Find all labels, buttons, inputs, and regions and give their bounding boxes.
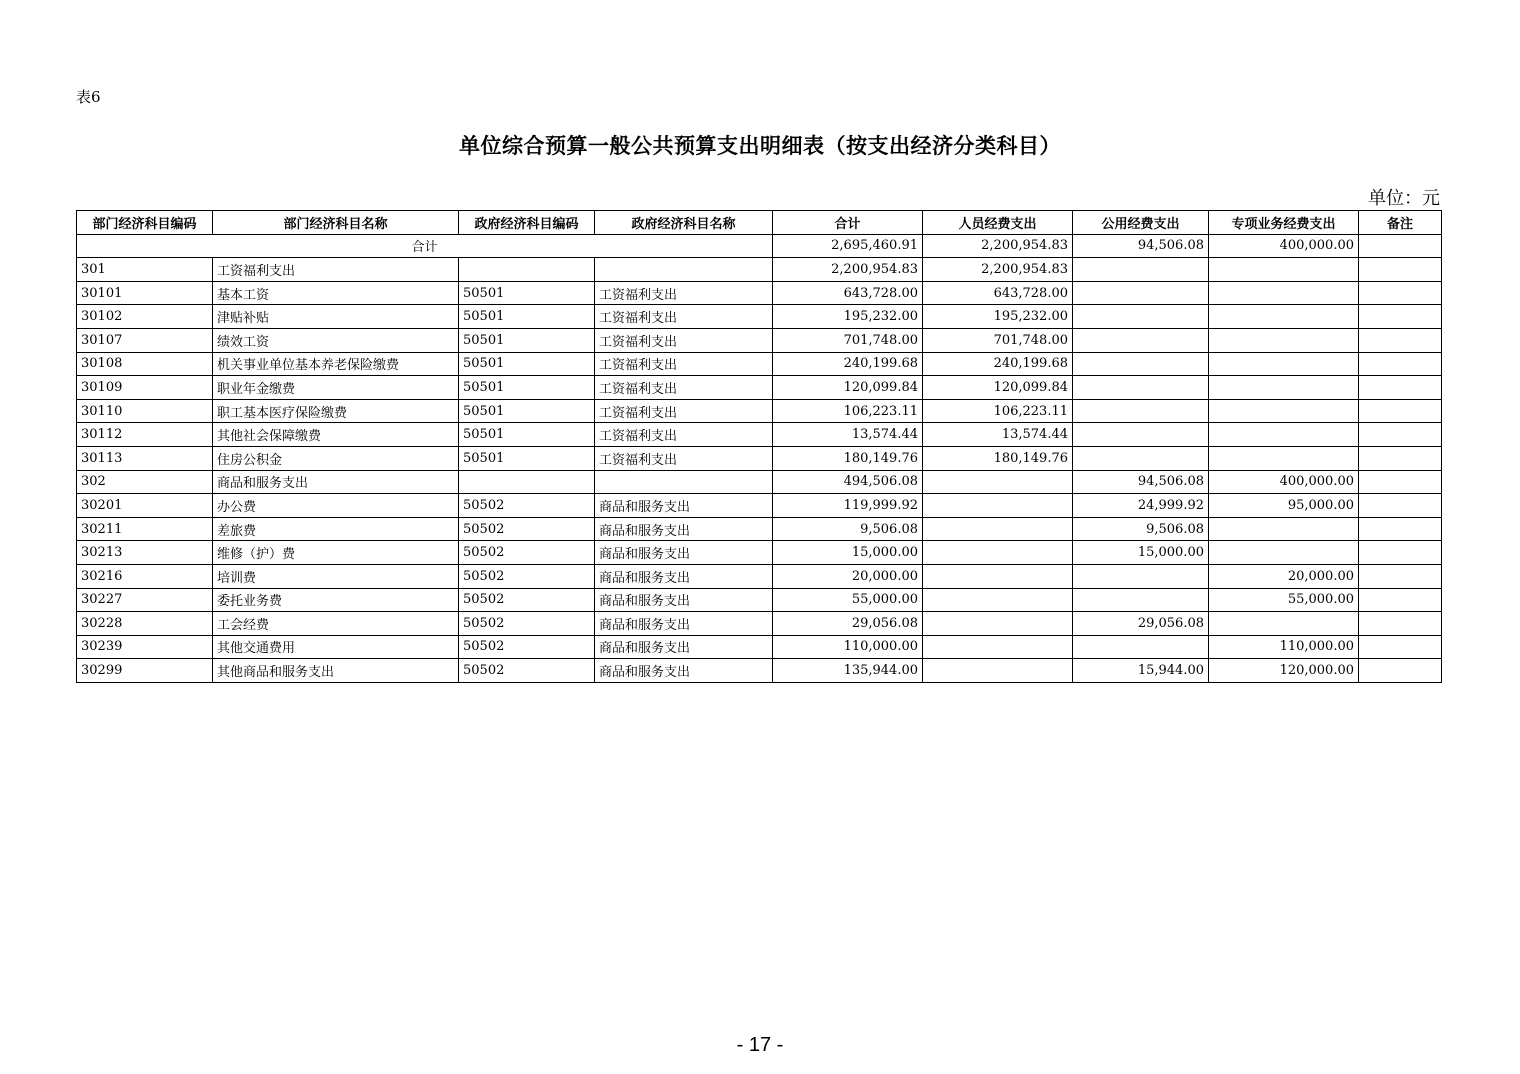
dept-name-cell: 维修（护）费 [213, 541, 459, 565]
gov-name-cell: 商品和服务支出 [595, 494, 773, 518]
total-cell: 195,232.00 [773, 305, 923, 329]
gov-name-cell: 商品和服务支出 [595, 588, 773, 612]
gov-name-cell: 商品和服务支出 [595, 612, 773, 636]
special-cell: 55,000.00 [1209, 588, 1359, 612]
gov-name-cell: 工资福利支出 [595, 446, 773, 470]
dept-name-cell: 培训费 [213, 564, 459, 588]
gov-code-cell: 50502 [459, 494, 595, 518]
table-row [77, 635, 1442, 659]
category-row [77, 470, 1442, 494]
dept-code-cell: 302 [77, 470, 213, 494]
personnel-cell [923, 588, 1073, 612]
special-cell [1209, 423, 1359, 447]
gov-name-cell: 商品和服务支出 [595, 517, 773, 541]
total-cell: 494,506.08 [773, 470, 923, 494]
header-dept-code: 部门经济科目编码 [77, 211, 213, 235]
special-cell: 400,000.00 [1209, 470, 1359, 494]
category-row [77, 258, 1442, 282]
personnel-cell: 180,149.76 [923, 446, 1073, 470]
dept-code-cell: 30227 [77, 588, 213, 612]
total-cell: 2,200,954.83 [773, 258, 923, 282]
remark-cell [1359, 399, 1442, 423]
remark-cell [1359, 659, 1442, 683]
gov-name-cell: 商品和服务支出 [595, 635, 773, 659]
table-row [77, 376, 1442, 400]
total-cell: 13,574.44 [773, 423, 923, 447]
gov-code-cell: 50502 [459, 635, 595, 659]
dept-name-cell: 住房公积金 [213, 446, 459, 470]
special-cell [1209, 281, 1359, 305]
gov-code-cell: 50502 [459, 517, 595, 541]
gov-name-cell: 商品和服务支出 [595, 564, 773, 588]
total-cell: 106,223.11 [773, 399, 923, 423]
special-cell: 95,000.00 [1209, 494, 1359, 518]
remark-cell [1359, 446, 1442, 470]
dept-code-cell: 30102 [77, 305, 213, 329]
dept-name-cell: 绩效工资 [213, 328, 459, 352]
dept-name-cell: 职业年金缴费 [213, 376, 459, 400]
unit-label: 单位：元 [1368, 188, 1440, 209]
gov-code-cell: 50501 [459, 376, 595, 400]
total-cell: 9,506.08 [773, 517, 923, 541]
table-row [77, 446, 1442, 470]
dept-code-cell: 30213 [77, 541, 213, 565]
table-row [77, 328, 1442, 352]
table-row [77, 541, 1442, 565]
gov-code-cell: 50501 [459, 446, 595, 470]
personnel-cell [923, 517, 1073, 541]
dept-name-cell: 其他商品和服务支出 [213, 659, 459, 683]
personnel-cell: 2,200,954.83 [923, 258, 1073, 282]
dept-code-cell: 30228 [77, 612, 213, 636]
dept-code-cell: 30107 [77, 328, 213, 352]
remark-cell [1359, 258, 1442, 282]
public-cell [1073, 376, 1209, 400]
public-cell [1073, 588, 1209, 612]
personnel-cell [923, 612, 1073, 636]
dept-name-cell: 工会经费 [213, 612, 459, 636]
header-gov-name: 政府经济科目名称 [595, 211, 773, 235]
gov-name-cell [595, 470, 773, 494]
header-dept-name: 部门经济科目名称 [213, 211, 459, 235]
remark-cell [1359, 494, 1442, 518]
page-number: - 17 - [736, 1034, 784, 1056]
public-cell: 9,506.08 [1073, 517, 1209, 541]
gov-name-cell: 工资福利支出 [595, 423, 773, 447]
page-title: 单位综合预算一般公共预算支出明细表（按支出经济分类科目） [459, 133, 1061, 158]
personnel-cell: 120,099.84 [923, 376, 1073, 400]
special-cell: 20,000.00 [1209, 564, 1359, 588]
dept-name-cell: 职工基本医疗保险缴费 [213, 399, 459, 423]
public-cell: 15,944.00 [1073, 659, 1209, 683]
remark-cell [1359, 352, 1442, 376]
public-cell [1073, 352, 1209, 376]
dept-code-cell: 30211 [77, 517, 213, 541]
special-cell: 400,000.00 [1209, 234, 1359, 258]
public-cell [1073, 564, 1209, 588]
dept-code-cell: 30239 [77, 635, 213, 659]
total-cell: 643,728.00 [773, 281, 923, 305]
special-cell [1209, 376, 1359, 400]
personnel-cell [923, 659, 1073, 683]
dept-name-cell: 其他交通费用 [213, 635, 459, 659]
gov-name-cell: 工资福利支出 [595, 281, 773, 305]
total-cell: 240,199.68 [773, 352, 923, 376]
special-cell [1209, 446, 1359, 470]
header-personnel: 人员经费支出 [923, 211, 1073, 235]
remark-cell [1359, 470, 1442, 494]
dept-name-cell: 津贴补贴 [213, 305, 459, 329]
total-cell: 15,000.00 [773, 541, 923, 565]
dept-name-cell: 机关事业单位基本养老保险缴费 [213, 352, 459, 376]
gov-name-cell: 商品和服务支出 [595, 659, 773, 683]
public-cell [1073, 281, 1209, 305]
total-label: 合计 [77, 234, 773, 258]
gov-code-cell [459, 470, 595, 494]
personnel-cell [923, 635, 1073, 659]
personnel-cell [923, 564, 1073, 588]
gov-code-cell: 50501 [459, 305, 595, 329]
remark-cell [1359, 588, 1442, 612]
total-cell: 2,695,460.91 [773, 234, 923, 258]
personnel-cell: 106,223.11 [923, 399, 1073, 423]
table-row [77, 612, 1442, 636]
remark-cell [1359, 376, 1442, 400]
remark-cell [1359, 423, 1442, 447]
total-cell: 29,056.08 [773, 612, 923, 636]
remark-cell [1359, 281, 1442, 305]
remark-cell [1359, 541, 1442, 565]
header-remark: 备注 [1359, 211, 1442, 235]
dept-code-cell: 30112 [77, 423, 213, 447]
public-cell: 24,999.92 [1073, 494, 1209, 518]
total-cell: 701,748.00 [773, 328, 923, 352]
dept-code-cell: 30113 [77, 446, 213, 470]
gov-name-cell: 工资福利支出 [595, 305, 773, 329]
special-cell [1209, 517, 1359, 541]
header-total: 合计 [773, 211, 923, 235]
total-cell: 55,000.00 [773, 588, 923, 612]
table-row [77, 517, 1442, 541]
dept-name-cell: 基本工资 [213, 281, 459, 305]
header-special: 专项业务经费支出 [1209, 211, 1359, 235]
gov-code-cell: 50501 [459, 281, 595, 305]
total-cell: 120,099.84 [773, 376, 923, 400]
dept-code-cell: 30201 [77, 494, 213, 518]
remark-cell [1359, 635, 1442, 659]
personnel-cell: 643,728.00 [923, 281, 1073, 305]
remark-cell [1359, 564, 1442, 588]
special-cell [1209, 258, 1359, 282]
public-cell [1073, 635, 1209, 659]
special-cell [1209, 352, 1359, 376]
dept-name-cell: 办公费 [213, 494, 459, 518]
total-cell: 110,000.00 [773, 635, 923, 659]
gov-code-cell: 50502 [459, 564, 595, 588]
remark-cell [1359, 234, 1442, 258]
special-cell: 110,000.00 [1209, 635, 1359, 659]
gov-code-cell: 50502 [459, 541, 595, 565]
public-cell: 94,506.08 [1073, 234, 1209, 258]
personnel-cell: 701,748.00 [923, 328, 1073, 352]
table-row [77, 588, 1442, 612]
table-row [77, 494, 1442, 518]
gov-name-cell: 工资福利支出 [595, 328, 773, 352]
budget-table [76, 210, 1442, 683]
public-cell [1073, 328, 1209, 352]
dept-code-cell: 30216 [77, 564, 213, 588]
special-cell [1209, 541, 1359, 565]
header-gov-code: 政府经济科目编码 [459, 211, 595, 235]
remark-cell [1359, 328, 1442, 352]
dept-code-cell: 30109 [77, 376, 213, 400]
public-cell: 29,056.08 [1073, 612, 1209, 636]
gov-code-cell: 50502 [459, 659, 595, 683]
special-cell [1209, 328, 1359, 352]
public-cell [1073, 399, 1209, 423]
dept-code-cell: 30299 [77, 659, 213, 683]
public-cell [1073, 423, 1209, 447]
table-number: 表6 [76, 88, 101, 106]
dept-code-cell: 30108 [77, 352, 213, 376]
personnel-cell: 2,200,954.83 [923, 234, 1073, 258]
gov-code-cell: 50502 [459, 588, 595, 612]
special-cell [1209, 612, 1359, 636]
gov-name-cell [595, 258, 773, 282]
dept-name-cell: 工资福利支出 [213, 258, 459, 282]
personnel-cell: 13,574.44 [923, 423, 1073, 447]
public-cell [1073, 258, 1209, 282]
personnel-cell: 240,199.68 [923, 352, 1073, 376]
remark-cell [1359, 305, 1442, 329]
public-cell [1073, 446, 1209, 470]
special-cell [1209, 399, 1359, 423]
gov-name-cell: 商品和服务支出 [595, 541, 773, 565]
special-cell [1209, 305, 1359, 329]
gov-code-cell: 50501 [459, 423, 595, 447]
public-cell [1073, 305, 1209, 329]
dept-name-cell: 其他社会保障缴费 [213, 423, 459, 447]
table-row [77, 399, 1442, 423]
gov-code-cell: 50501 [459, 399, 595, 423]
public-cell: 94,506.08 [1073, 470, 1209, 494]
remark-cell [1359, 612, 1442, 636]
table-row [77, 352, 1442, 376]
gov-code-cell: 50501 [459, 328, 595, 352]
personnel-cell [923, 541, 1073, 565]
table-row [77, 423, 1442, 447]
gov-name-cell: 工资福利支出 [595, 376, 773, 400]
gov-code-cell [459, 258, 595, 282]
remark-cell [1359, 517, 1442, 541]
gov-code-cell: 50501 [459, 352, 595, 376]
table-row [77, 305, 1442, 329]
special-cell: 120,000.00 [1209, 659, 1359, 683]
personnel-cell [923, 470, 1073, 494]
dept-name-cell: 差旅费 [213, 517, 459, 541]
table-header-row [77, 211, 1442, 235]
table-row [77, 659, 1442, 683]
dept-code-cell: 30110 [77, 399, 213, 423]
gov-name-cell: 工资福利支出 [595, 399, 773, 423]
header-public: 公用经费支出 [1073, 211, 1209, 235]
public-cell: 15,000.00 [1073, 541, 1209, 565]
total-cell: 180,149.76 [773, 446, 923, 470]
dept-code-cell: 30101 [77, 281, 213, 305]
total-cell: 135,944.00 [773, 659, 923, 683]
total-cell: 119,999.92 [773, 494, 923, 518]
personnel-cell: 195,232.00 [923, 305, 1073, 329]
dept-name-cell: 委托业务费 [213, 588, 459, 612]
gov-code-cell: 50502 [459, 612, 595, 636]
table-row [77, 281, 1442, 305]
dept-name-cell: 商品和服务支出 [213, 470, 459, 494]
personnel-cell [923, 494, 1073, 518]
total-row [77, 234, 1442, 258]
gov-name-cell: 工资福利支出 [595, 352, 773, 376]
total-cell: 20,000.00 [773, 564, 923, 588]
table-row [77, 564, 1442, 588]
dept-code-cell: 301 [77, 258, 213, 282]
